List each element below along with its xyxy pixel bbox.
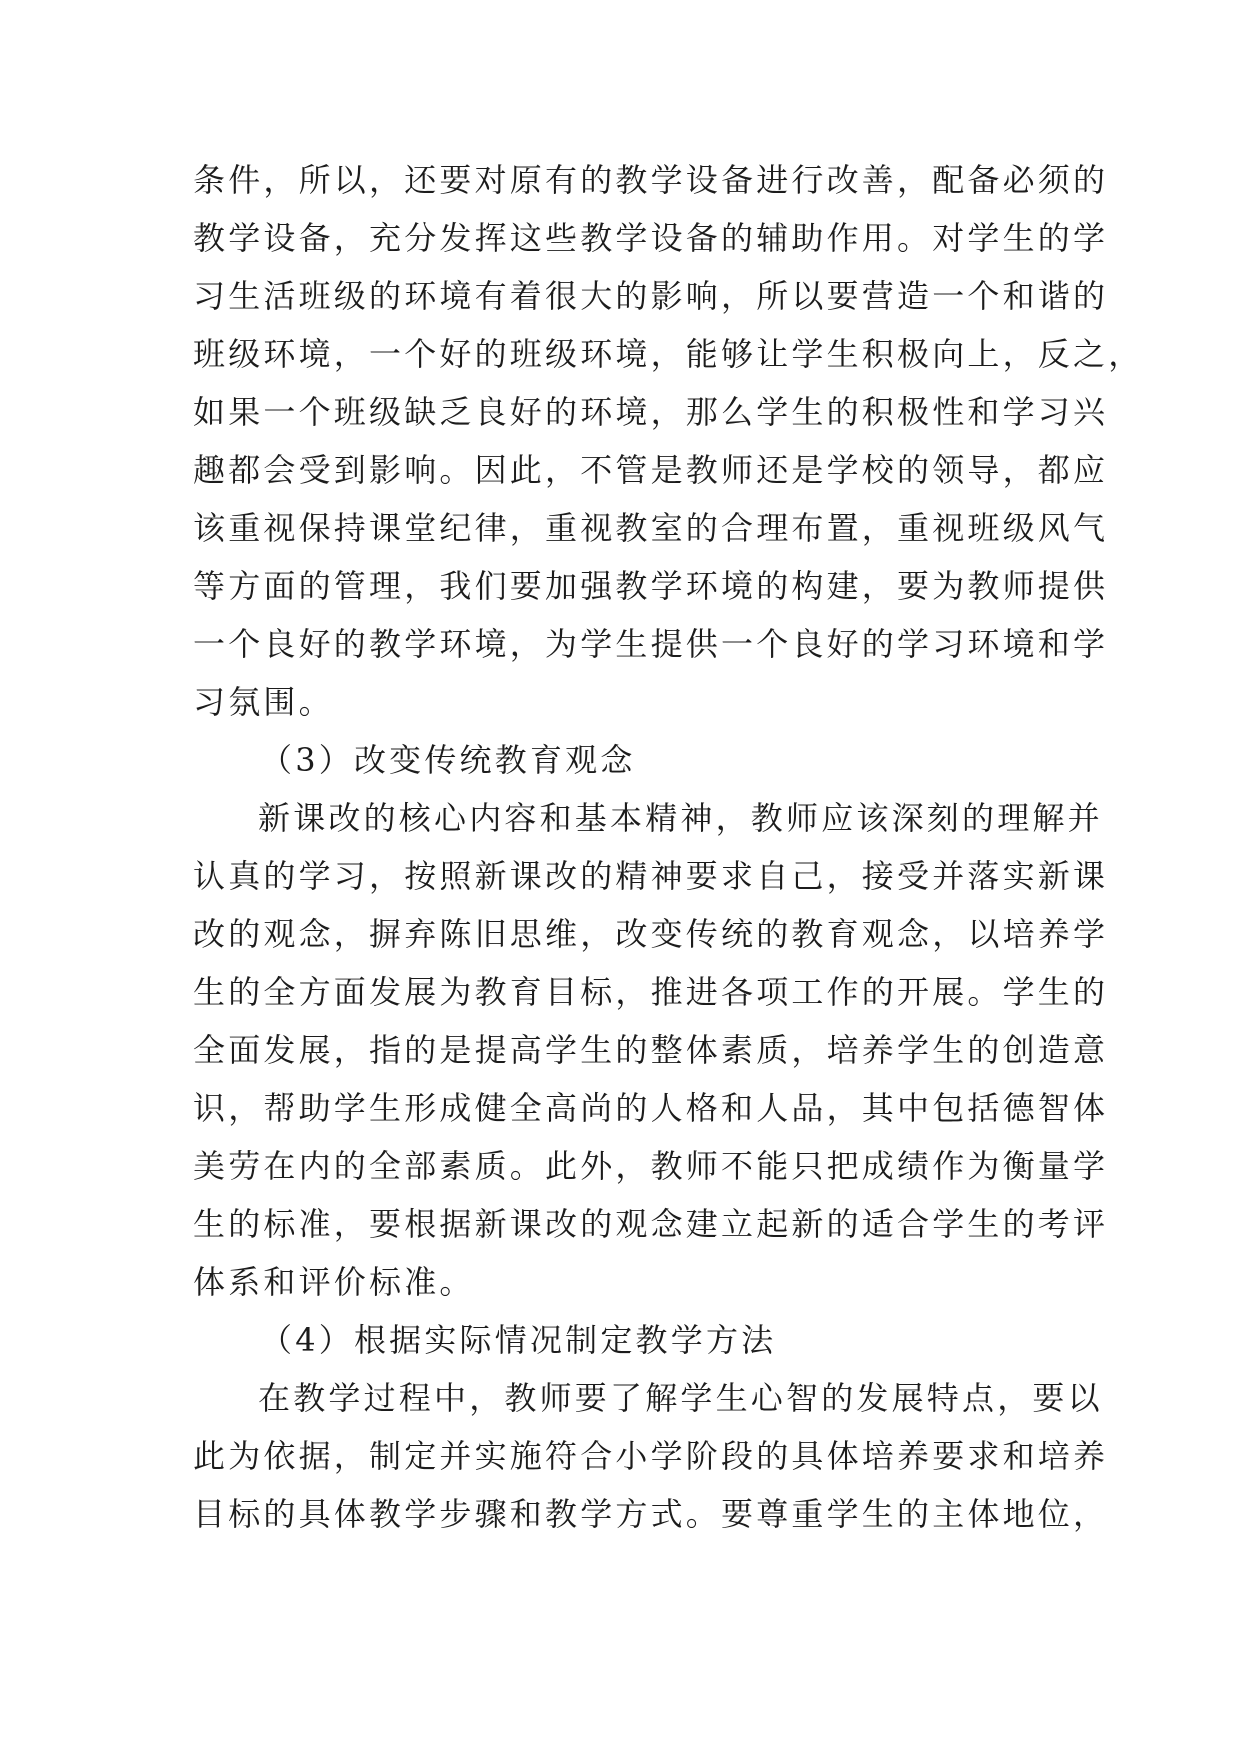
text-line: 认真的学习，按照新课改的精神要求自己，接受并落实新课	[193, 857, 1109, 895]
text-line: 习氛围。	[193, 683, 334, 721]
text-line: 改的观念，摒弃陈旧思维，改变传统的教育观念，以培养学	[193, 915, 1109, 953]
section-heading: （3）改变传统教育观念	[260, 741, 636, 779]
text-line: 教学设备，充分发挥这些教学设备的辅助作用。对学生的学	[193, 219, 1109, 257]
section-heading: （4）根据实际情况制定教学方法	[260, 1321, 777, 1359]
text-line: 识，帮助学生形成健全高尚的人格和人品，其中包括德智体	[193, 1089, 1109, 1127]
paragraph-first-line: 在教学过程中，教师要了解学生心智的发展特点，要以	[258, 1379, 1103, 1417]
text-line: 此为依据，制定并实施符合小学阶段的具体培养要求和培养	[193, 1437, 1109, 1475]
text-line: 等方面的管理，我们要加强教学环境的构建，要为教师提供	[193, 567, 1109, 605]
text-line: 趣都会受到影响。因此，不管是教师还是学校的领导，都应	[193, 451, 1109, 489]
text-line: 该重视保持课堂纪律，重视教室的合理布置，重视班级风气	[193, 509, 1109, 547]
text-line: 全面发展，指的是提高学生的整体素质，培养学生的创造意	[193, 1031, 1109, 1069]
text-line: 生的标准，要根据新课改的观念建立起新的适合学生的考评	[193, 1205, 1109, 1243]
text-line: 体系和评价标准。	[193, 1263, 475, 1301]
text-line: 习生活班级的环境有着很大的影响，所以要营造一个和谐的	[193, 277, 1109, 315]
text-line: 条件，所以，还要对原有的教学设备进行改善，配备必须的	[193, 161, 1109, 199]
text-line: 生的全方面发展为教育目标，推进各项工作的开展。学生的	[193, 973, 1109, 1011]
text-line: 美劳在内的全部素质。此外，教师不能只把成绩作为衡量学	[193, 1147, 1109, 1185]
text-line: 目标的具体教学步骤和教学方式。要尊重学生的主体地位，	[193, 1495, 1109, 1533]
text-line: 如果一个班级缺乏良好的环境，那么学生的积极性和学习兴	[193, 393, 1109, 431]
paragraph-first-line: 新课改的核心内容和基本精神，教师应该深刻的理解并	[258, 799, 1103, 837]
text-line: 班级环境，一个好的班级环境，能够让学生积极向上，反之，	[193, 335, 1144, 373]
text-line: 一个良好的教学环境，为学生提供一个良好的学习环境和学	[193, 625, 1109, 663]
